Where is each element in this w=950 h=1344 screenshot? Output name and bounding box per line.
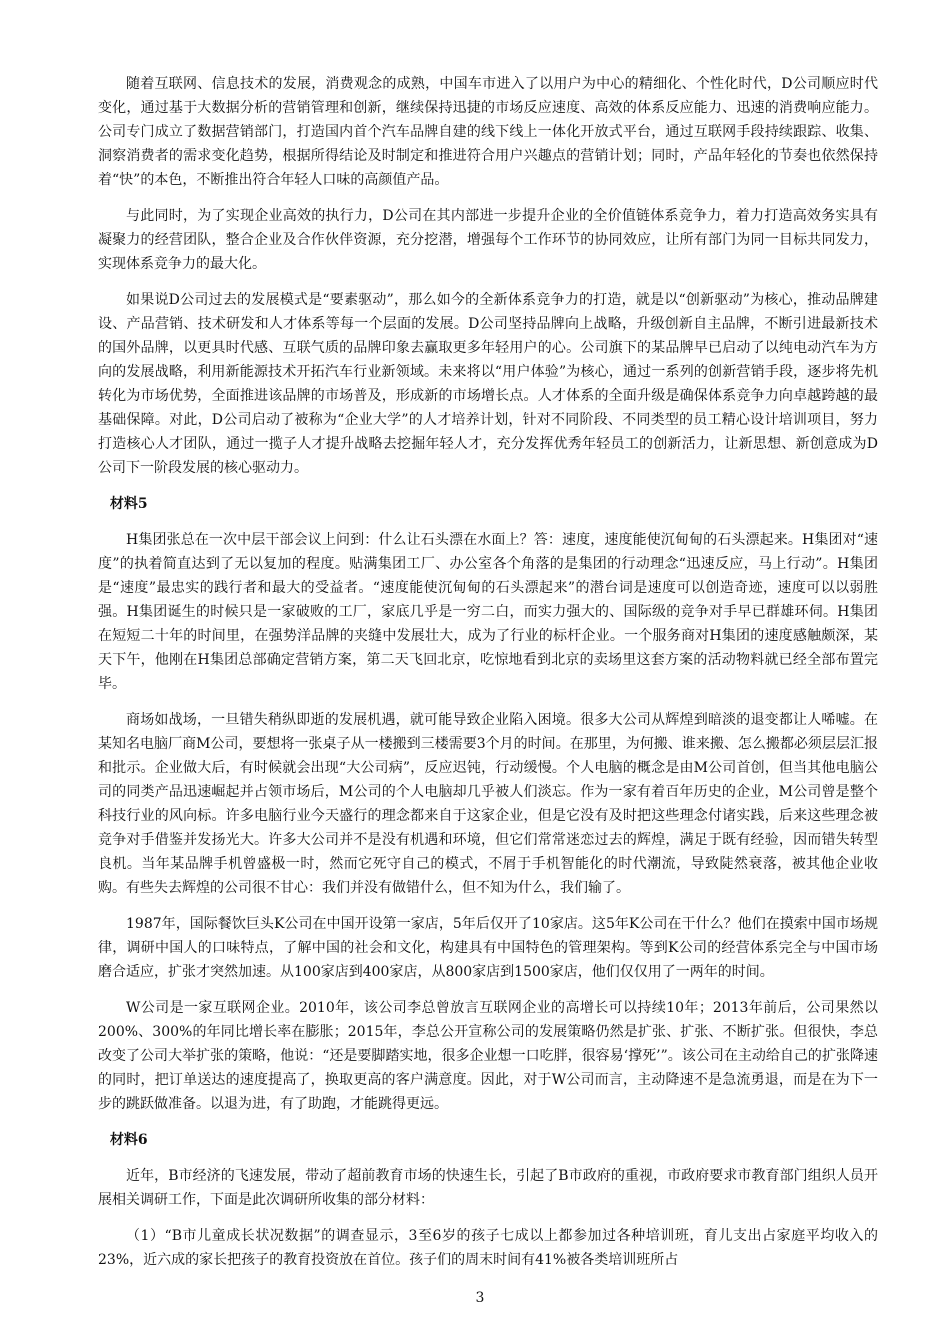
- paragraph-d-company-innovation: 如果说D公司过去的发展模式是“要素驱动”，那么如今的全新体系竞争力的打造，就是以“创新驱动”为核心，推动品牌建设、产品营销、技术研发和人才体系等每一个层面的发展。D公司坚持品牌向上战略，升级创新自主品牌，不断引进最新技术的国外品牌，以更具时代感、互联气质的品牌印象去赢取更多年轻用户的心。公司旗下的某品牌早已启动了以纯电动汽车为方向的发展战略，利用新能源技术开拓汽车行业新领域。未来将以“用户体验”为核心，通过一系列的创新营销手段，逐步将先机转化为市场优势，全面推进该品牌的市场普及，形成新的市场增长点。人才体系的全面升级是确保体系竞争力向卓越跨越的最基础保障。对此，D公司启动了被称为“企业大学”的人才培养计划，针对不同阶段、不同类型的员工精心设计培训项目，努力打造核心人才团队，通过一揽子人才提升战略去挖掘年轻人才，充分发挥优秀年轻员工的创新活力，让新思想、新创意成为D公司下一阶段发展的核心驱动力。: [98, 292, 878, 476]
- document-body: [98, 72, 878, 1284]
- paragraph-b-city-intro: 近年，B市经济的飞速发展，带动了超前教育市场的快速生长，引起了B市政府的重视，市政府要求市教育部门组织人员开展相关调研工作，下面是此次调研所收集的部分材料：: [98, 1168, 878, 1208]
- paragraph-d-company-marketing: 随着互联网、信息技术的发展，消费观念的成熟，中国车市进入了以用户为中心的精细化、个性化时代，D公司顺应时代变化，通过基于大数据分析的营销管理和创新，继续保持迅捷的市场反应速度、高效的体系反应能力、迅速的消费响应能力。公司专门成立了数据营销部门，打造国内首个汽车品牌自建的线下线上一体化开放式平台，通过互联网手段持续跟踪、收集、洞察消费者的需求变化趋势，根据所得结论及时制定和推进符合用户兴趣点的营销计划；同时，产品年轻化的节奏也依然保持着“快”的本色，不断推出符合年轻人口味的高颜值产品。: [98, 76, 878, 188]
- material-5-heading: 材料5: [109, 496, 148, 512]
- paragraph-k-company: 1987年，国际餐饮巨头K公司在中国开设第一家店，5年后仅开了10家店。这5年K公司在干什么？他们在摸索中国市场规律，调研中国人的口味特点，了解中国的社会和文化，构建具有中国特色的管理架构。等到K公司的经营体系完全与中国市场磨合适应，扩张才突然加速。从100家店到400家店，从800家店到1500家店，他们仅仅用了一两年的时间。: [98, 916, 878, 980]
- paragraph-d-company-execution: 与此同时，为了实现企业高效的执行力，D公司在其内部进一步提升企业的全价值链体系竞争力，着力打造高效务实具有凝聚力的经营团队，整合企业及合作伙伴资源，充分挖潜，增强每个工作环节的协同效应，让所有部门为同一目标共同发力，实现体系竞争力的最大化。: [98, 208, 878, 272]
- paragraph-h-group-speed: H集团张总在一次中层干部会议上问到：什么让石头漂在水面上？答：速度，速度能使沉甸甸的石头漂起来。H集团对“速度”的执着简直达到了无以复加的程度。贴满集团工厂、办公室各个角落的是集团的行动理念“迅速反应，马上行动”。H集团是“速度”最忠实的践行者和最大的受益者。“速度能使沉甸甸的石头漂起来”的潜台词是速度可以创造奇迹，速度可以以弱胜强。H集团诞生的时候只是一家破败的工厂，家底几乎是一穷二白，而实力强大的、国际级的竞争对手早已群雄环伺。H集团在短短二十年的时间里，在强势洋品牌的夹缝中发展壮大，成为了行业的标杆企业。一个服务商对H集团的速度感触颇深，某天下午，他刚在H集团总部确定营销方案，第二天飞回北京，吃惊地看到北京的卖场里这套方案的活动物料就已经全部布置完毕。: [98, 532, 878, 692]
- paragraph-m-company: 商场如战场，一旦错失稍纵即逝的发展机遇，就可能导致企业陷入困境。很多大公司从辉煌到暗淡的退变都让人唏嘘。在某知名电脑厂商M公司，要想将一张桌子从一楼搬到三楼需要3个月的时间。在那里，为何搬、谁来搬、怎么搬都必须层层汇报和批示。企业做大后，有时候就会出现“大公司病”，反应迟钝，行动缓慢。个人电脑的概念是由M公司首创，但当其他电脑公司的同类产品迅速崛起并占领市场后，M公司的个人电脑却几乎被人们淡忘。作为一家有着百年历史的企业，M公司曾是整个科技行业的风向标。许多电脑行业今天盛行的理念都来自于这家企业，但是它没有及时把这些理念付诸实践，后来这些理念被竞争对手借鉴并发扬光大。许多大公司并不是没有机遇和环境，但它们常常迷恋过去的辉煌，满足于既有经验，因而错失转型良机。当年某品牌手机曾盛极一时，然而它死守自己的模式，不屑于手机智能化的时代潮流，导致陡然衰落，被其他企业收购。有些失去辉煌的公司很不甘心：我们并没有做错什么，但不知为什么，我们输了。: [98, 712, 878, 896]
- material-6-heading: 材料6: [109, 1132, 148, 1148]
- paragraph-b-city-data: （1）“B市儿童成长状况数据”的调查显示，3至6岁的孩子七成以上都参加过各种培训班，育儿支出占家庭平均收入的23%，近六成的家长把孩子的教育投资放在首位。孩子们的周末时间有41%被各类培训班所占: [98, 1228, 878, 1268]
- paragraph-w-company: W公司是一家互联网企业。2010年，该公司李总曾放言互联网企业的高增长可以持续10年；2013年前后，公司果然以200%、300%的年同比增长率在膨胀；2015年，李总公开宣称公司的发展策略仍然是扩张、扩张、不断扩张。但很快，李总改变了公司大举扩张的策略，他说：“还是要脚踏实地，很多企业想一口吃胖，很容易‘撑死’”。该公司在主动给自己的扩张降速的同时，把订单送达的速度提高了，换取更高的客户满意度。因此，对于W公司而言，主动降速不是急流勇退，而是在为下一步的跳跃做准备。以退为进，有了助跑，才能跳得更远。: [98, 1000, 878, 1112]
- page-number: 3: [475, 1290, 485, 1306]
